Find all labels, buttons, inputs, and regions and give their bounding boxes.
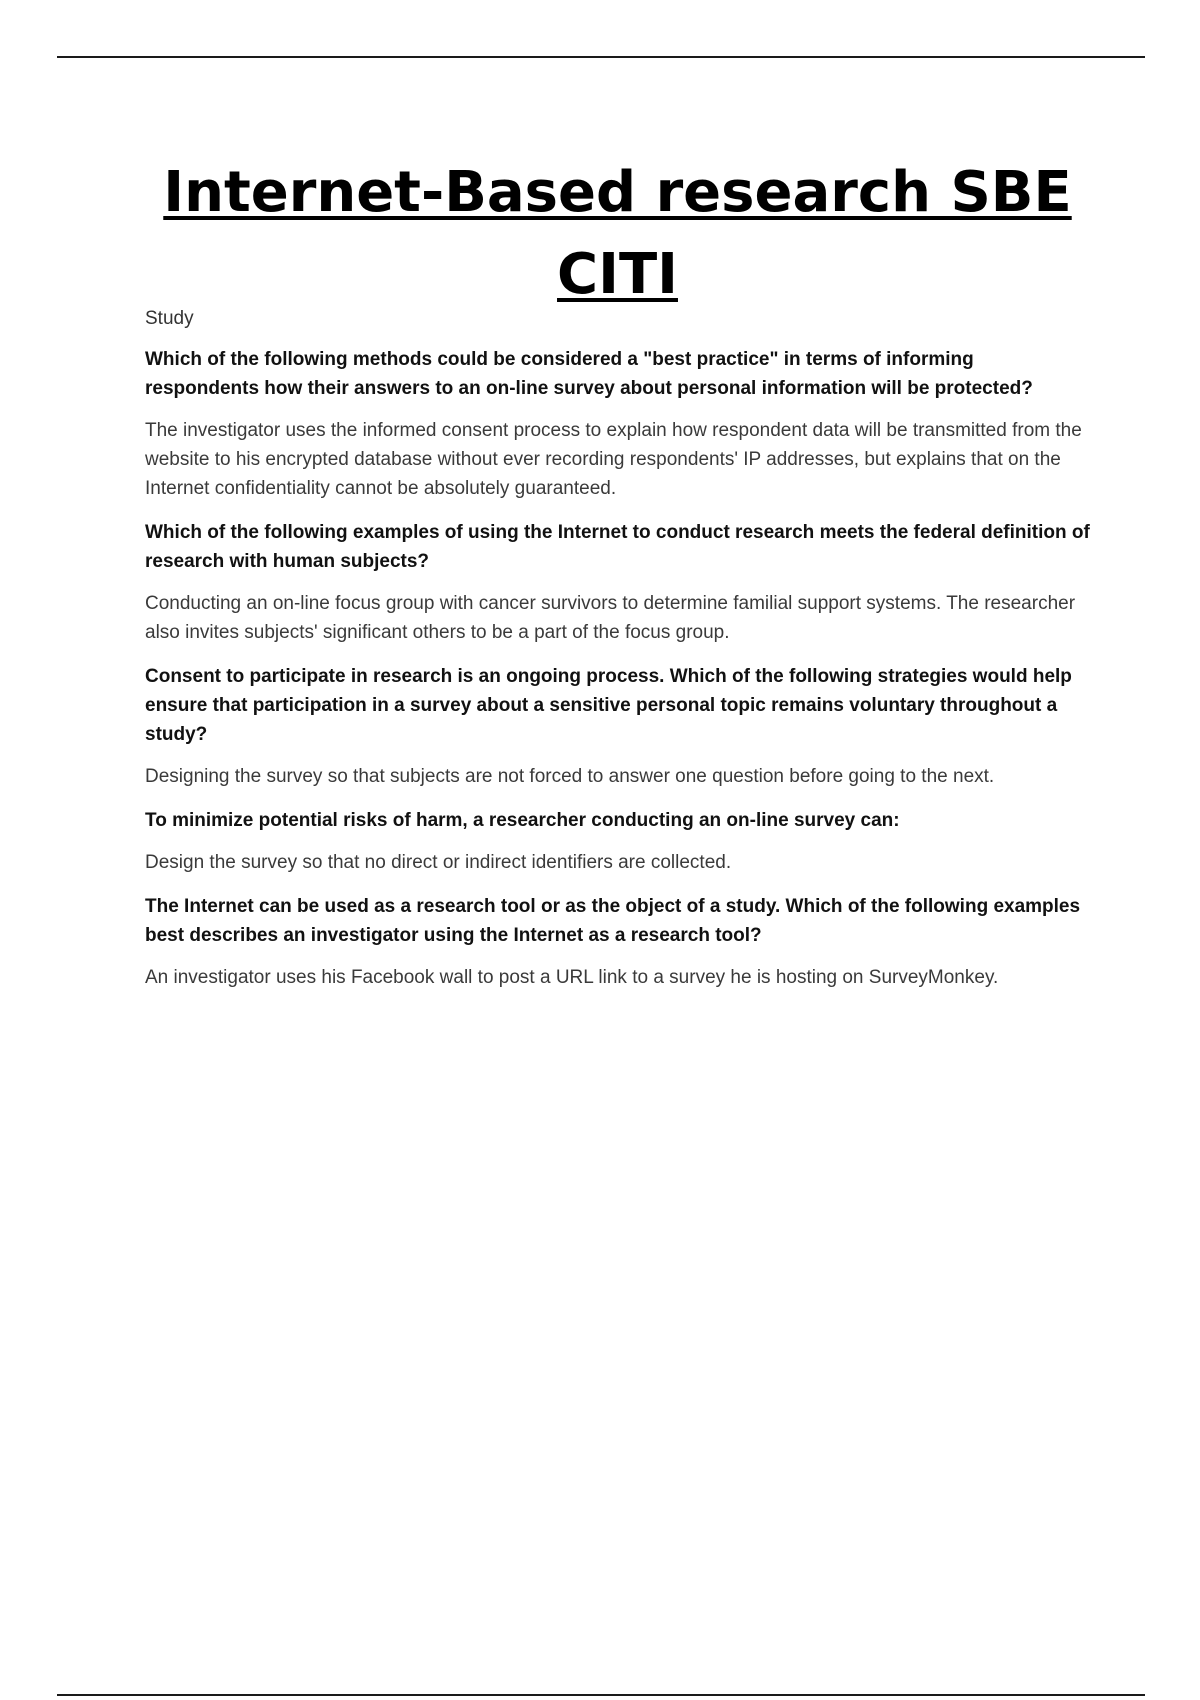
study-label: Study — [145, 308, 194, 329]
qa-item — [145, 345, 1090, 503]
bottom-divider — [57, 1694, 1145, 1696]
question-text: Consent to participate in research is an ongoing process. Which of the following strategies would help ensure that participation in a survey about a sensitive personal topic remains voluntary throughout a study? — [145, 666, 1072, 745]
answer-text: Design the survey so that no direct or indirect identifiers are collected. — [145, 852, 732, 873]
question-text: Which of the following methods could be considered a "best practice" in terms of informing respondents how their answers to an on-line survey about personal information will be protected? — [145, 349, 1033, 399]
question-text: Which of the following examples of using the Internet to conduct research meets the federal definition of research with human subjects? — [145, 522, 1090, 572]
answer-text: The investigator uses the informed consent process to explain how respondent data will be transmitted from the website to his encrypted database without ever recording respondents' IP addresses, but explains that on the Internet confidentiality cannot be absolutely guaranteed. — [145, 420, 1082, 499]
qa-item — [145, 662, 1090, 791]
answer-text: An investigator uses his Facebook wall to post a URL link to a survey he is hosting on SurveyMonkey. — [145, 967, 999, 988]
qa-item — [145, 892, 1090, 992]
qa-item — [145, 518, 1090, 647]
answer-text: Designing the survey so that subjects are not forced to answer one question before going to the next. — [145, 766, 995, 787]
top-divider — [57, 56, 1145, 58]
question-text: To minimize potential risks of harm, a researcher conducting an on-line survey can: — [145, 810, 900, 831]
qa-item — [145, 806, 1090, 877]
document-body — [145, 304, 1090, 1007]
document-title: Internet-Based research SBE CITI — [163, 160, 1072, 307]
question-text: The Internet can be used as a research tool or as the object of a study. Which of the following examples best describes an investigator using the Internet as a research tool? — [145, 896, 1081, 946]
answer-text: Conducting an on-line focus group with cancer survivors to determine familial support systems. The researcher also invites subjects' significant others to be a part of the focus group. — [145, 593, 1076, 643]
